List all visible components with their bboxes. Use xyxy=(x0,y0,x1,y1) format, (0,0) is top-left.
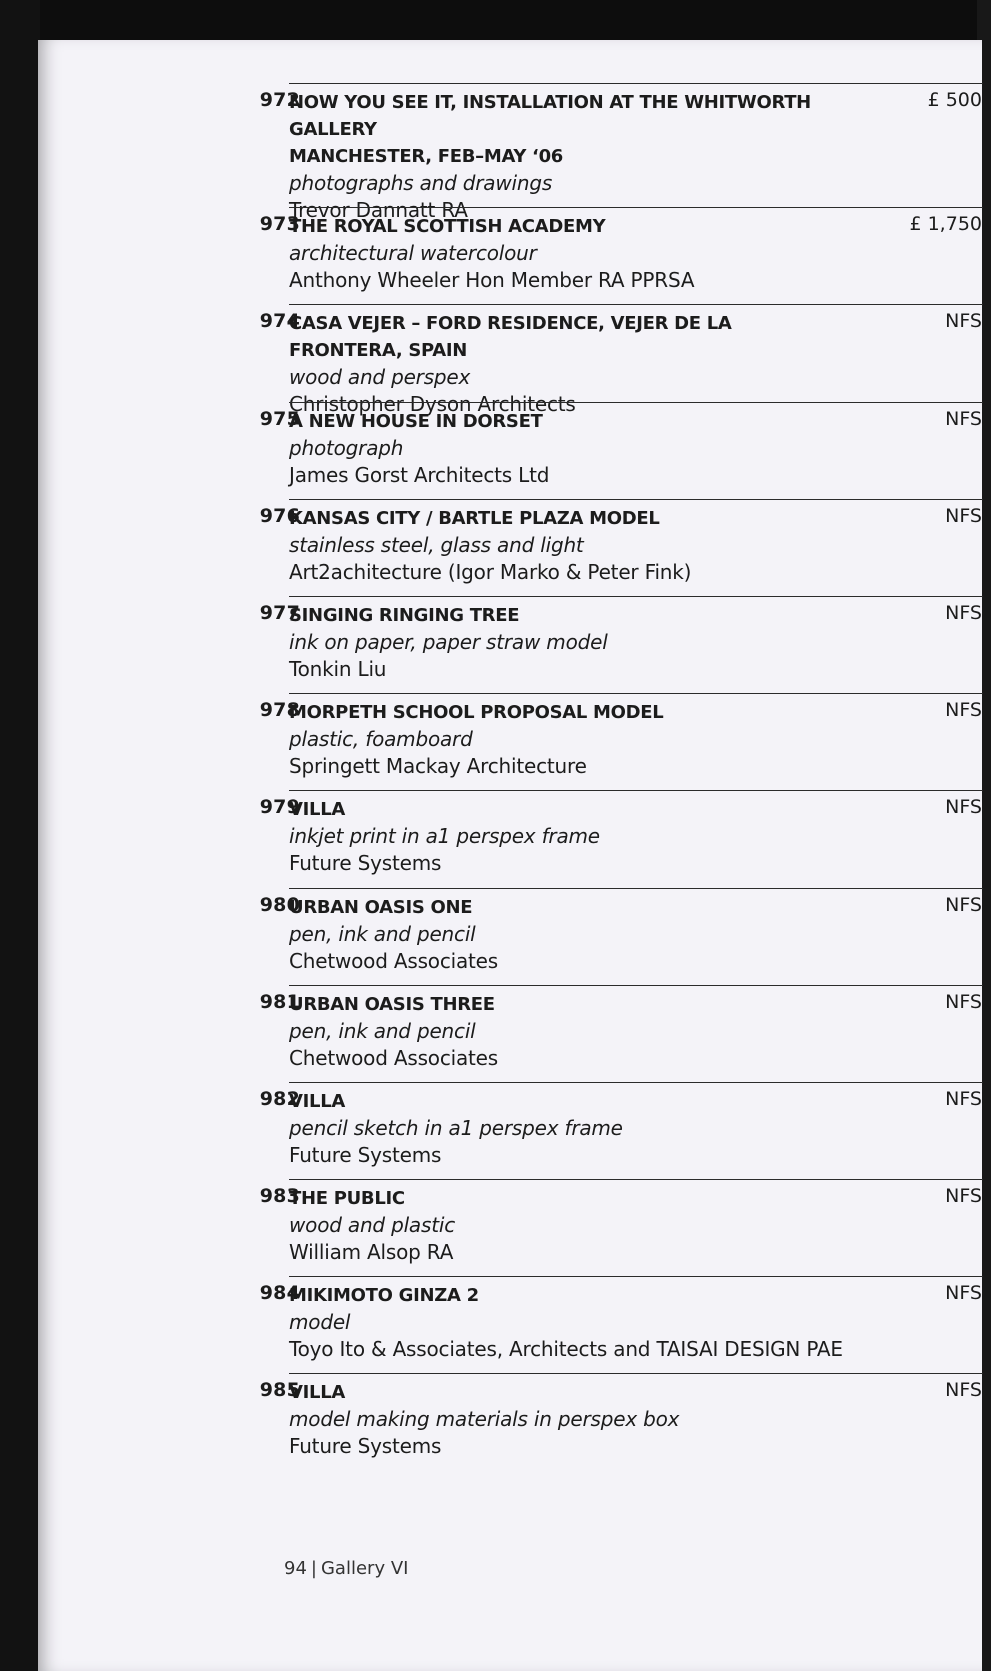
entry-artist: Future Systems xyxy=(289,851,442,876)
entry-divider xyxy=(289,790,983,791)
entry-title: VILLA xyxy=(289,1090,345,1112)
entry-artist: Anthony Wheeler Hon Member RA PPRSA xyxy=(289,268,695,293)
entry-title-continued: MANCHESTER, FEB–MAY ‘06 xyxy=(289,146,564,167)
entry-price: NFS xyxy=(945,1282,982,1305)
entry-artist: Future Systems xyxy=(289,1434,442,1459)
gallery-name: Gallery VI xyxy=(320,1558,409,1579)
entry-artist: Future Systems xyxy=(289,1142,442,1167)
entry-body xyxy=(289,1088,849,1169)
entry-artist: Springett Mackay Architecture xyxy=(289,754,587,779)
entry-artist: Trevor Dannatt RA xyxy=(289,198,468,222)
entry-medium: photographs and drawings xyxy=(289,171,553,195)
entry-divider xyxy=(289,304,983,305)
entry-artist: Christopher Dyson Architects xyxy=(289,392,576,417)
entry-price: NFS xyxy=(945,601,982,624)
entry-medium: stainless steel, glass and light xyxy=(289,532,584,557)
entry-981 xyxy=(38,985,982,1082)
entry-price: NFS xyxy=(945,1379,982,1402)
entry-medium: ink on paper, paper straw model xyxy=(289,629,608,654)
entry-title: VILLA xyxy=(289,799,345,821)
entry-artist: Tonkin Liu xyxy=(289,656,387,681)
entry-972 xyxy=(38,83,982,222)
entry-medium: model xyxy=(289,1310,351,1335)
entry-976 xyxy=(38,499,982,596)
entry-number: 976 xyxy=(259,504,300,527)
entry-medium: photograph xyxy=(289,435,404,460)
entry-artist: Chetwood Associates xyxy=(289,1045,499,1070)
entry-title: MIKIMOTO GINZA 2 xyxy=(289,1285,479,1307)
entry-title: URBAN OASIS ONE xyxy=(289,896,473,918)
footer-separator: | xyxy=(310,1558,317,1579)
entry-price: NFS xyxy=(945,407,982,430)
entry-medium: pencil sketch in a1 perspex frame xyxy=(289,1115,623,1140)
entry-artist: Art2achitecture (Igor Marko & Peter Fink) xyxy=(289,559,692,584)
entry-price: NFS xyxy=(945,990,982,1013)
entry-979 xyxy=(38,790,982,887)
entry-price: NFS xyxy=(945,1087,982,1110)
entry-divider xyxy=(289,888,983,889)
entry-price: NFS xyxy=(945,504,982,527)
entry-medium: model making materials in perspex box xyxy=(289,1407,680,1432)
entry-number: 983 xyxy=(259,1185,300,1208)
entry-number: 973 xyxy=(259,213,300,236)
entry-title: VILLA xyxy=(289,1382,345,1404)
entry-body xyxy=(289,699,849,780)
entry-984 xyxy=(38,1276,982,1373)
entry-body xyxy=(289,894,849,975)
entry-artist: William Alsop RA xyxy=(289,1240,454,1265)
entry-artist: James Gorst Architects Ltd xyxy=(289,462,550,487)
entry-medium: inkjet print in a1 perspex frame xyxy=(289,824,600,849)
entry-973 xyxy=(38,207,982,304)
entry-body xyxy=(289,1379,849,1460)
entry-divider xyxy=(289,402,983,403)
entry-price: NFS xyxy=(945,699,982,722)
entry-title: THE PUBLIC xyxy=(289,1188,405,1210)
page-footer xyxy=(284,1558,408,1579)
entry-980 xyxy=(38,888,982,985)
entry-number: 977 xyxy=(259,601,300,624)
scan-border-top xyxy=(0,0,991,42)
entry-price: NFS xyxy=(945,796,982,819)
entry-medium: pen, ink and pencil xyxy=(289,921,476,946)
entry-medium: pen, ink and pencil xyxy=(289,1018,476,1043)
entry-body xyxy=(289,1185,849,1266)
entry-number: 974 xyxy=(259,310,300,333)
entry-body xyxy=(289,991,849,1072)
entry-number: 980 xyxy=(259,893,300,916)
entry-977 xyxy=(38,596,982,693)
entry-975 xyxy=(38,402,982,499)
entry-title: THE ROYAL SCOTTISH ACADEMY xyxy=(289,216,606,238)
page-number: 94 xyxy=(284,1558,307,1579)
entry-price: £ 500 xyxy=(927,89,982,111)
entry-number: 984 xyxy=(259,1282,300,1305)
entry-divider xyxy=(289,1179,983,1180)
entry-divider xyxy=(289,985,983,986)
entry-number: 979 xyxy=(259,796,300,819)
entry-artist: Chetwood Associates xyxy=(289,948,499,973)
entry-body xyxy=(289,89,849,224)
catalogue-page xyxy=(38,40,982,1671)
entry-982 xyxy=(38,1082,982,1179)
entry-title: SINGING RINGING TREE xyxy=(289,604,520,626)
entry-divider xyxy=(289,1373,983,1374)
entry-price: NFS xyxy=(945,310,982,333)
entry-divider xyxy=(289,1082,983,1083)
entry-title: NOW YOU SEE IT, INSTALLATION AT THE WHITWORTH GALLERY xyxy=(289,92,811,140)
scan-border-left xyxy=(0,0,40,1671)
entry-divider xyxy=(289,1276,983,1277)
entry-price: NFS xyxy=(945,1185,982,1208)
entry-974 xyxy=(38,304,982,417)
entry-body xyxy=(289,505,849,586)
entry-title: CASA VEJER – FORD RESIDENCE, VEJER DE LA FRONTERA, SPAIN xyxy=(289,313,732,362)
entry-price: £ 1,750 xyxy=(909,213,982,236)
entry-title: URBAN OASIS THREE xyxy=(289,993,495,1015)
entry-divider xyxy=(289,693,983,694)
entry-title: KANSAS CITY / BARTLE PLAZA MODEL xyxy=(289,507,660,529)
entry-divider xyxy=(289,207,983,208)
entry-divider xyxy=(289,499,983,500)
entry-price: NFS xyxy=(945,893,982,916)
entry-medium: architectural watercolour xyxy=(289,241,537,266)
entry-title: MORPETH SCHOOL PROPOSAL MODEL xyxy=(289,702,664,724)
entry-body xyxy=(289,796,849,877)
entry-985 xyxy=(38,1373,982,1470)
entry-body xyxy=(289,1282,869,1363)
entry-divider xyxy=(289,83,983,84)
entry-number: 981 xyxy=(259,990,300,1013)
entry-body xyxy=(289,213,849,294)
entry-number: 985 xyxy=(259,1379,300,1402)
entry-983 xyxy=(38,1179,982,1276)
entry-body xyxy=(289,408,849,489)
entry-list xyxy=(38,83,982,1471)
entry-body xyxy=(289,602,849,683)
entry-number: 978 xyxy=(259,699,300,722)
entry-number: 972 xyxy=(259,89,300,111)
entry-medium: wood and plastic xyxy=(289,1213,455,1238)
entry-number: 982 xyxy=(259,1087,300,1110)
entry-978 xyxy=(38,693,982,790)
entry-title: A NEW HOUSE IN DORSET xyxy=(289,410,543,432)
entry-artist: Toyo Ito & Associates, Architects and TAISAI DESIGN PAE xyxy=(289,1337,843,1362)
entry-medium: wood and perspex xyxy=(289,365,471,390)
entry-medium: plastic, foamboard xyxy=(289,727,473,752)
entry-divider xyxy=(289,596,983,597)
entry-number: 975 xyxy=(259,407,300,430)
